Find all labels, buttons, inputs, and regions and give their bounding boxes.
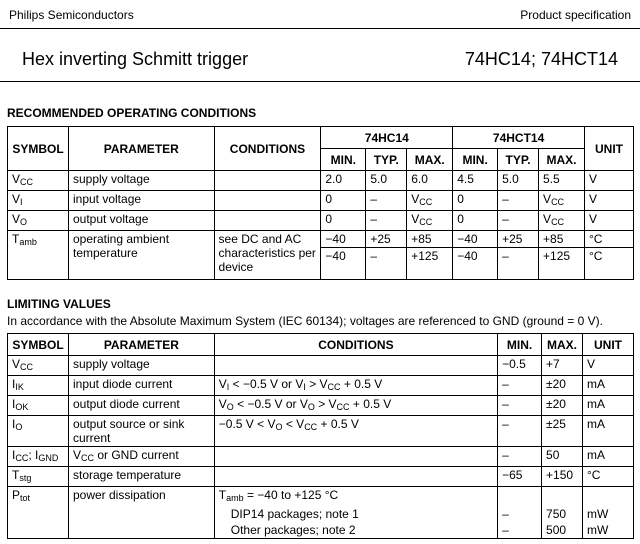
conditions-cell: DIP14 packages; note 1 (214, 506, 497, 522)
table-row (8, 171, 634, 191)
min-cell: – (498, 396, 542, 416)
min-cell: – (498, 376, 542, 396)
unit-cell: °C (584, 231, 633, 248)
table-row (8, 396, 634, 416)
value-cell: 6.0 (407, 171, 453, 191)
conditions-cell: −0.5 $V < V_O < V_{CC} + 0.5$ V (214, 416, 497, 447)
header-divider (0, 28, 640, 29)
col-parameter: PARAMETER (68, 127, 214, 171)
value-cell: −40 (453, 231, 498, 248)
value-cell: +25 (366, 231, 407, 248)
col-max: MAX. (542, 334, 583, 356)
symbol-cell: $I_O$ (8, 416, 69, 447)
max-cell: +7 (542, 356, 583, 376)
company-name: Philips Semiconductors (9, 8, 134, 22)
unit-cell: V (583, 356, 634, 376)
parameter-cell: supply voltage (68, 171, 214, 191)
table-row (8, 211, 634, 231)
value-cell: 2.0 (321, 171, 366, 191)
symbol-cell: $T_{stg}$ (8, 467, 69, 487)
unit-cell: mA (583, 447, 634, 467)
min-cell: – (498, 447, 542, 467)
conditions-cell: see DC and AC characteristics per device (214, 231, 321, 280)
max-cell: 750 (542, 506, 583, 522)
parameter-cell: output diode current (68, 396, 214, 416)
col-min: MIN. (453, 149, 498, 171)
table-row (8, 416, 634, 447)
value-cell: $V_{CC}$ (539, 191, 585, 211)
value-cell: – (498, 248, 539, 280)
parameter-cell: $V_{CC}$ or GND current (68, 447, 214, 467)
value-cell: 5.0 (498, 171, 539, 191)
recommended-operating-conditions-table (7, 126, 634, 280)
table-row (8, 231, 634, 248)
unit-cell: V (584, 191, 633, 211)
symbol-cell: $I_{CC}$; $I_{GND}$ (8, 447, 69, 467)
symbol-cell: $V_O$ (8, 211, 69, 231)
parameter-cell: output voltage (68, 211, 214, 231)
max-cell (542, 487, 583, 507)
col-group-74hct14: 74HCT14 (453, 127, 585, 149)
table-row (8, 356, 634, 376)
value-cell: 4.5 (453, 171, 498, 191)
value-cell: 0 (321, 191, 366, 211)
conditions-cell (214, 467, 497, 487)
parameter-cell: output source or sink current (68, 416, 214, 447)
max-cell: ±20 (542, 376, 583, 396)
table-row (8, 191, 634, 211)
max-cell: +150 (542, 467, 583, 487)
value-cell: – (366, 211, 407, 231)
document-type: Product specification (520, 8, 631, 22)
conditions-cell: $V_O < -0.5$ V or $V_O > V_{CC} + 0.5$ V (214, 396, 497, 416)
unit-cell: mA (583, 376, 634, 396)
value-cell: $V_{CC}$ (407, 191, 453, 211)
col-max: MAX. (407, 149, 453, 171)
parameter-cell: input voltage (68, 191, 214, 211)
parameter-cell: operating ambient temperature (68, 231, 214, 280)
conditions-cell (214, 171, 321, 191)
conditions-cell: $T_{amb} = -40$ to +125 °C (214, 487, 497, 507)
conditions-cell (214, 191, 321, 211)
value-cell: +85 (407, 231, 453, 248)
symbol-cell: $P_{tot}$ (8, 487, 69, 539)
conditions-cell (214, 356, 497, 376)
value-cell: 0 (453, 191, 498, 211)
value-cell: 0 (453, 211, 498, 231)
limiting-values-note: In accordance with the Absolute Maximum System (IEC 60134); voltages are referenced to GND (ground = 0 V). (7, 314, 603, 328)
unit-cell: V (584, 211, 633, 231)
symbol-cell: $I_{OK}$ (8, 396, 69, 416)
value-cell: $V_{CC}$ (539, 211, 585, 231)
table-row (8, 447, 634, 467)
min-cell: – (498, 506, 542, 522)
conditions-cell: $V_I < -0.5$ V or $V_I > V_{CC} + 0.5$ V (214, 376, 497, 396)
value-cell: – (366, 248, 407, 280)
table-row (8, 467, 634, 487)
col-unit: UNIT (584, 127, 633, 171)
unit-cell: °C (583, 467, 634, 487)
value-cell: −40 (321, 231, 366, 248)
parameter-cell: supply voltage (68, 356, 214, 376)
value-cell: 0 (321, 211, 366, 231)
col-conditions: CONDITIONS (214, 334, 497, 356)
min-cell: −65 (498, 467, 542, 487)
value-cell: +85 (539, 231, 585, 248)
value-cell: $V_{CC}$ (407, 211, 453, 231)
value-cell: – (498, 191, 539, 211)
symbol-cell: $V_{CC}$ (8, 171, 69, 191)
unit-cell: V (584, 171, 633, 191)
col-conditions: CONDITIONS (214, 127, 321, 171)
table-row (8, 487, 634, 507)
max-cell: 500 (542, 522, 583, 539)
value-cell: – (498, 211, 539, 231)
col-symbol: SYMBOL (8, 127, 69, 171)
unit-cell (583, 487, 634, 507)
col-unit: UNIT (583, 334, 634, 356)
part-number: 74HC14; 74HCT14 (464, 49, 618, 69)
roc-heading: RECOMMENDED OPERATING CONDITIONS (7, 106, 257, 120)
col-min: MIN. (321, 149, 366, 171)
conditions-cell (214, 211, 321, 231)
conditions-cell (214, 447, 497, 467)
col-symbol: SYMBOL (8, 334, 69, 356)
min-cell: – (498, 416, 542, 447)
col-typ: TYP. (366, 149, 407, 171)
unit-cell: °C (584, 248, 633, 280)
device-title: Hex inverting Schmitt trigger (22, 49, 249, 69)
max-cell: ±25 (542, 416, 583, 447)
min-cell: −0.5 (498, 356, 542, 376)
unit-cell: mA (583, 396, 634, 416)
unit-cell: mW (583, 522, 634, 539)
value-cell: +125 (539, 248, 585, 280)
unit-cell: mA (583, 416, 634, 447)
min-cell (498, 487, 542, 507)
col-typ: TYP. (498, 149, 539, 171)
max-cell: ±20 (542, 396, 583, 416)
parameter-cell: storage temperature (68, 467, 214, 487)
title-divider (0, 81, 640, 82)
symbol-cell: $V_I$ (8, 191, 69, 211)
min-cell: – (498, 522, 542, 539)
value-cell: −40 (321, 248, 366, 280)
table-row (8, 376, 634, 396)
conditions-cell: Other packages; note 2 (214, 522, 497, 539)
col-parameter: PARAMETER (68, 334, 214, 356)
symbol-cell: $T_{amb}$ (8, 231, 69, 280)
symbol-cell: $V_{CC}$ (8, 356, 69, 376)
parameter-cell: input diode current (68, 376, 214, 396)
limiting-values-table (7, 333, 634, 539)
max-cell: 50 (542, 447, 583, 467)
value-cell: +125 (407, 248, 453, 280)
value-cell: +25 (498, 231, 539, 248)
symbol-cell: $I_{IK}$ (8, 376, 69, 396)
col-group-74hc14: 74HC14 (321, 127, 453, 149)
col-max: MAX. (539, 149, 585, 171)
limiting-values-heading: LIMITING VALUES (7, 297, 111, 311)
parameter-cell: power dissipation (68, 487, 214, 539)
unit-cell: mW (583, 506, 634, 522)
value-cell: 5.5 (539, 171, 585, 191)
value-cell: −40 (453, 248, 498, 280)
value-cell: – (366, 191, 407, 211)
value-cell: 5.0 (366, 171, 407, 191)
col-min: MIN. (498, 334, 542, 356)
